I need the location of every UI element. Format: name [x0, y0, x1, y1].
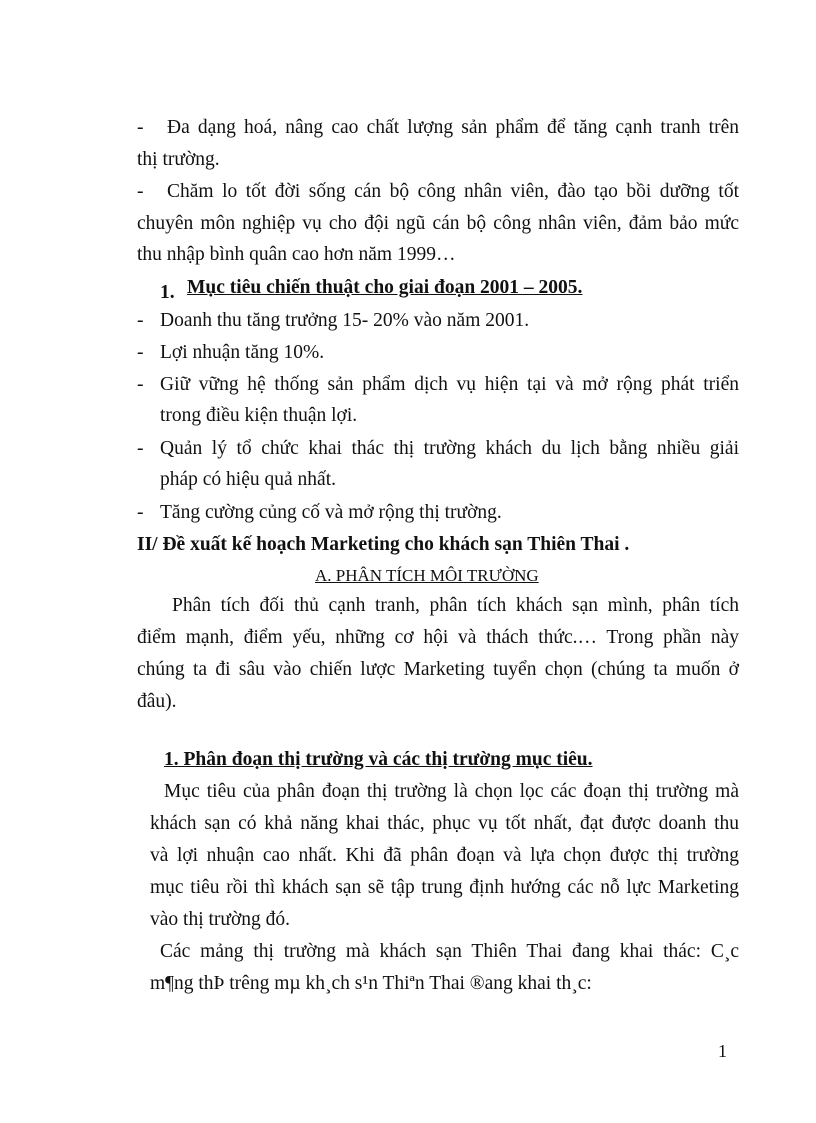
text-line: chúng ta đi sâu vào chiến lược Marketing tuyển chọn (chúng ta muốn ở	[137, 659, 739, 680]
text-line: Đa dạng hoá, nâng cao chất lượng sản phẩm để tăng cạnh tranh trên	[167, 117, 739, 138]
text-line: Lợi nhuận tăng 10%.	[160, 342, 325, 363]
text-line: và lợi nhuận cao nhất. Khi đã phân đoạn và lựa chọn được thị trường	[150, 845, 739, 866]
text-line: khách sạn có khả năng khai thác, phục vụ tốt nhất, đạt được doanh thu	[150, 813, 739, 834]
text-line: Giữ vững hệ thống sản phẩm dịch vụ hiện tại và mở rộng phát triển	[160, 374, 739, 395]
text-line-garbled: m¶ng thÞ trêng mµ kh¸ch s¹n Thiªn Thai ®ang khai th¸c:	[150, 973, 592, 994]
text-line: đâu).	[137, 691, 177, 712]
text-line: thu nhập bình quân cao hơn năm 1999…	[137, 244, 456, 265]
text-line: Quản lý tổ chức khai thác thị trường khách du lịch bằng nhiều giải	[160, 438, 739, 459]
text-line: pháp có hiệu quả nhất.	[160, 469, 336, 490]
text-line: Các mảng thị trường mà khách sạn Thiên Thai đang khai thác: C¸c	[160, 941, 739, 962]
section-title: Mục tiêu chiến thuật cho giai đoạn 2001 – 2005.	[187, 277, 583, 298]
text-line: chuyên môn nghiệp vụ cho đội ngũ cán bộ công nhân viên, đảm bảo mức	[137, 213, 739, 234]
section-number: 1.	[160, 282, 175, 303]
bullet-dash: -	[137, 310, 144, 331]
text-line: điểm mạnh, điểm yếu, những cơ hội và thách thức.… Trong phần này	[137, 627, 739, 648]
text-line: thị trường.	[137, 149, 220, 170]
text-line: Phân tích đối thủ cạnh tranh, phân tích khách sạn mình, phân tích	[172, 595, 739, 616]
bullet-dash: -	[137, 181, 144, 202]
text-line: trong điều kiện thuận lợi.	[160, 405, 358, 426]
bullet-dash: -	[137, 438, 144, 459]
subsection-heading: 1. Phân đoạn thị trường và các thị trường mục tiêu.	[164, 749, 593, 770]
text-line: vào thị trường đó.	[150, 909, 291, 930]
bullet-dash: -	[137, 502, 144, 523]
text-line: Tăng cường củng cố và mở rộng thị trường.	[160, 502, 502, 523]
bullet-dash: -	[137, 342, 144, 363]
text-line: Doanh thu tăng trưởng 15- 20% vào năm 2001.	[160, 310, 530, 331]
text-line: Chăm lo tốt đời sống cán bộ công nhân viên, đào tạo bồi dưỡng tốt	[167, 181, 739, 202]
section-heading: II/ Đề xuất kế hoạch Marketing cho khách sạn Thiên Thai .	[137, 534, 630, 555]
text-line: mục tiêu rồi thì khách sạn sẽ tập trung định hướng các nỗ lực Marketing	[150, 877, 739, 898]
bullet-dash: -	[137, 374, 144, 395]
text-line: Mục tiêu của phân đoạn thị trường là chọn lọc các đoạn thị trường mà	[164, 781, 739, 802]
page-number: 1	[718, 1041, 727, 1061]
subsection-heading: A. PHÂN TÍCH MÔI TRƯỜNG	[315, 566, 539, 585]
bullet-dash: -	[137, 117, 144, 138]
